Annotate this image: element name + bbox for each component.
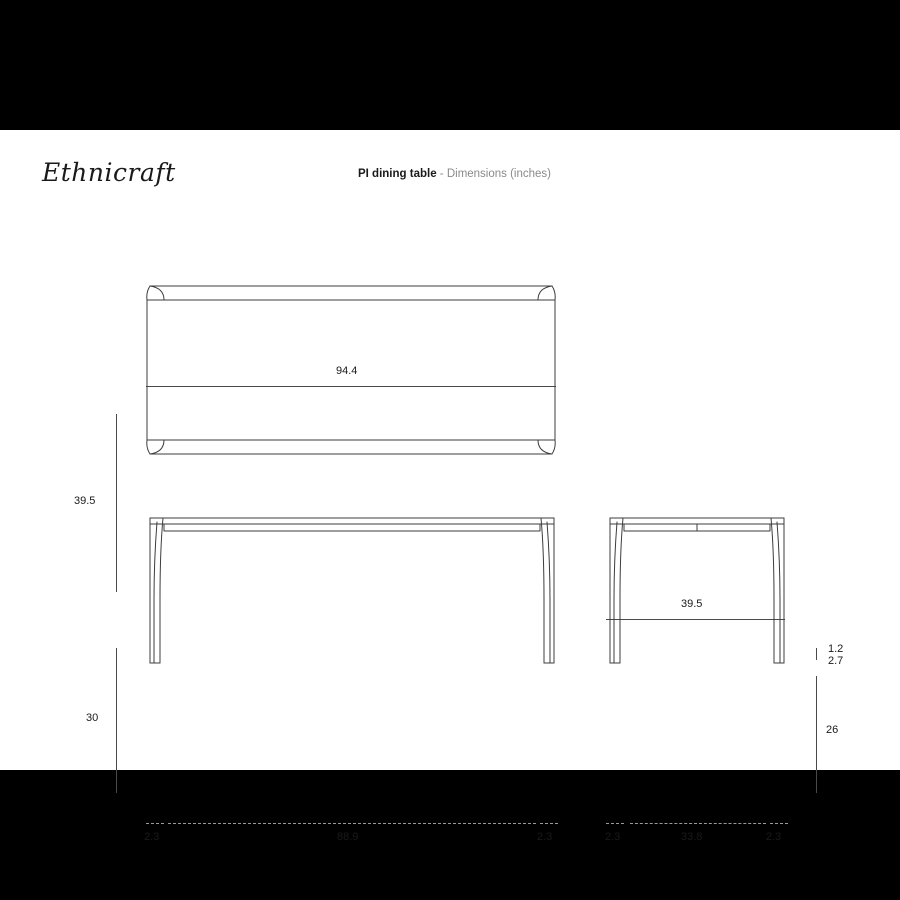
units-label: Dimensions (inches) [446, 168, 552, 180]
side-view-leg-right-dim [770, 823, 788, 824]
side-view-span-dim [630, 823, 766, 824]
title-separator: - [436, 168, 447, 180]
side-view-top-thickness-label: 1.2 [828, 643, 844, 655]
top-view-outline [147, 286, 555, 454]
side-view-leg-left-dim [606, 823, 624, 824]
front-view-span-label: 88.9 [337, 831, 359, 843]
side-view-span-label: 33.8 [681, 831, 703, 843]
front-view-height-label: 30 [86, 712, 99, 724]
side-view-leg-left-label: 2.3 [605, 831, 621, 843]
brand-logo: Ethnicraft [42, 158, 176, 187]
product-name: PI dining table [358, 168, 437, 180]
front-view-leg-right-label: 2.3 [537, 831, 553, 843]
front-view-leg-right-dim [540, 823, 558, 824]
front-view-span-dim [168, 823, 536, 824]
side-view-leg-right-label: 2.3 [766, 831, 782, 843]
top-view-depth-label: 39.5 [74, 495, 96, 507]
side-view-apron-label: 2.7 [828, 655, 844, 667]
side-view-outline [610, 518, 784, 663]
side-view-width-label: 39.5 [681, 598, 703, 610]
front-view-outline [150, 518, 554, 663]
drawing-sheet [0, 130, 900, 843]
front-view-leg-left-dim [146, 823, 164, 824]
front-view-leg-left-label: 2.3 [144, 831, 160, 843]
technical-drawing [0, 130, 900, 770]
top-view-width-label: 94.4 [336, 365, 358, 377]
side-view-leg-height-label: 26 [826, 724, 839, 736]
